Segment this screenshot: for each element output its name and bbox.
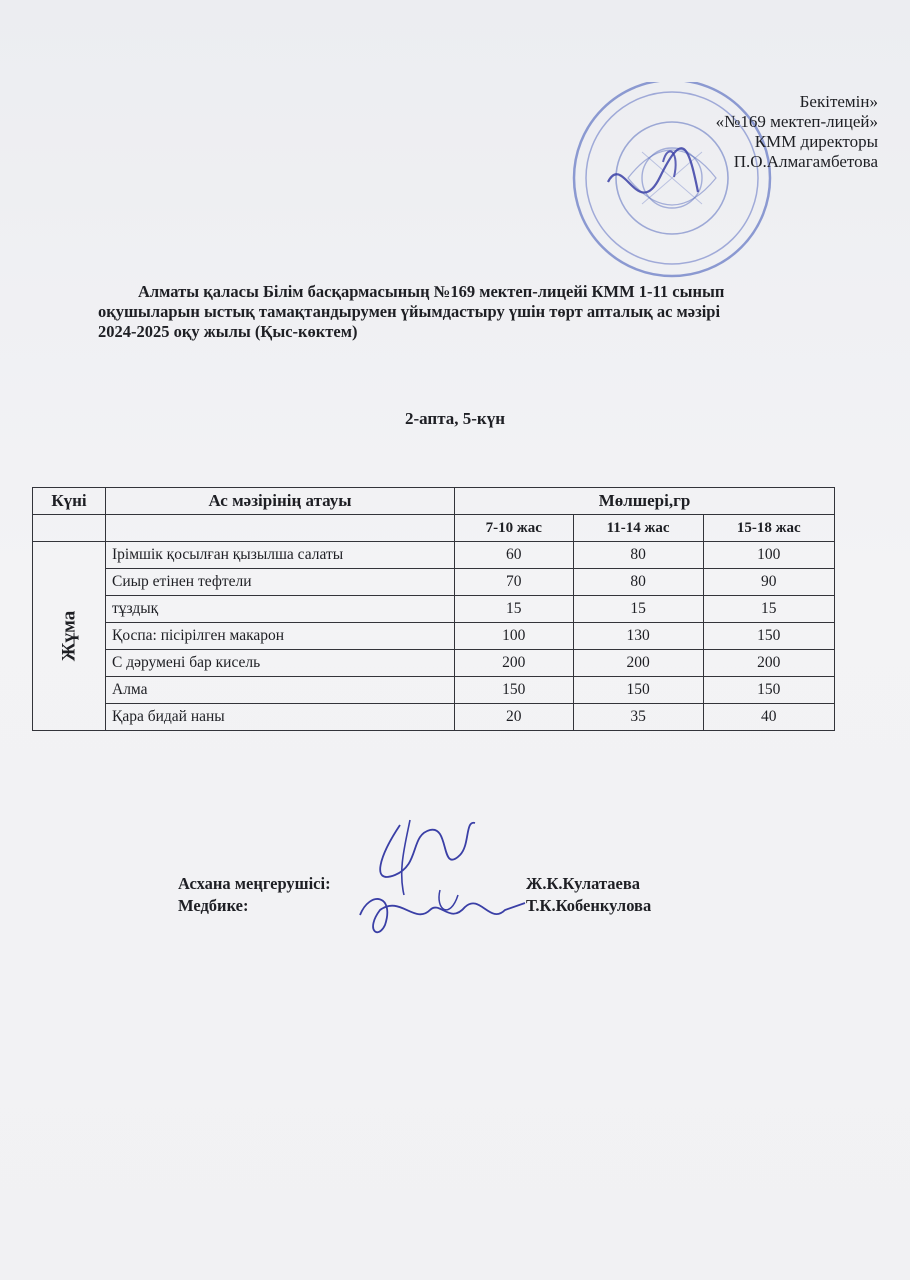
dish-name: Сиыр етінен тефтели <box>106 569 455 596</box>
table-row <box>33 704 835 731</box>
table-row <box>33 623 835 650</box>
amount-7-10: 100 <box>455 623 574 650</box>
amount-11-14: 80 <box>573 569 703 596</box>
approval-line-1: Бекітемін» <box>799 92 878 111</box>
dish-name: С дәрумені бар кисель <box>106 650 455 677</box>
document-heading <box>98 282 873 342</box>
amount-15-18: 40 <box>703 704 834 731</box>
amount-11-14: 130 <box>573 623 703 650</box>
age-group-row <box>33 515 835 542</box>
amount-7-10: 200 <box>455 650 574 677</box>
amount-15-18: 15 <box>703 596 834 623</box>
amount-7-10: 70 <box>455 569 574 596</box>
amount-7-10: 15 <box>455 596 574 623</box>
amount-15-18: 150 <box>703 623 834 650</box>
heading-line-1: Алматы қаласы Білім басқармасының №169 мектеп-лицейі КММ 1-11 сынып <box>138 282 725 301</box>
table-row <box>33 569 835 596</box>
amount-15-18: 100 <box>703 542 834 569</box>
header-day: Күні <box>33 488 106 515</box>
day-name: Жұма <box>57 610 79 662</box>
name-nurse: Т.К.Кобенкулова <box>526 896 652 915</box>
dish-name: Ірімшік қосылған қызылша салаты <box>106 542 455 569</box>
empty-header-cell <box>106 515 455 542</box>
dish-name: тұздық <box>106 596 455 623</box>
heading-line-2: оқушыларын ыстық тамақтандырумен үйымдастыру үшін төрт апталық ас мәзірі <box>98 302 721 321</box>
table-header-row <box>33 488 835 515</box>
week-day-label: 2-апта, 5-күн <box>404 409 506 428</box>
dish-name: Қара бидай наны <box>106 704 455 731</box>
amount-7-10: 20 <box>455 704 574 731</box>
approval-block <box>716 92 878 172</box>
signature-row-1 <box>178 873 698 895</box>
amount-11-14: 15 <box>573 596 703 623</box>
heading-line-3: 2024-2025 оқу жылы (Қыс-көктем) <box>98 322 358 341</box>
table-row <box>33 650 835 677</box>
menu-table <box>32 487 835 731</box>
approval-line-4: П.О.Алмагамбетова <box>733 152 878 171</box>
age-group-2: 11-14 жас <box>573 515 703 542</box>
day-cell <box>33 542 106 731</box>
table-row <box>33 677 835 704</box>
amount-7-10: 60 <box>455 542 574 569</box>
table-row <box>33 596 835 623</box>
dish-name: Қоспа: пісірілген макарон <box>106 623 455 650</box>
empty-header-cell <box>33 515 106 542</box>
approval-line-2: «№169 мектеп-лицей» <box>715 112 878 131</box>
amount-11-14: 80 <box>573 542 703 569</box>
role-kitchen-head: Асхана меңгерушісі: <box>178 874 331 893</box>
amount-11-14: 200 <box>573 650 703 677</box>
header-amount: Мөлшері,гр <box>455 488 835 515</box>
amount-15-18: 150 <box>703 677 834 704</box>
amount-11-14: 150 <box>573 677 703 704</box>
table-row <box>33 542 835 569</box>
amount-15-18: 200 <box>703 650 834 677</box>
age-group-3: 15-18 жас <box>703 515 834 542</box>
name-kitchen-head: Ж.К.Кулатаева <box>526 874 641 893</box>
amount-11-14: 35 <box>573 704 703 731</box>
approval-line-3: КММ директоры <box>754 132 878 151</box>
signature-block <box>178 873 698 917</box>
role-nurse: Медбике: <box>178 896 249 915</box>
signature-row-2 <box>178 895 698 917</box>
age-group-1: 7-10 жас <box>455 515 574 542</box>
amount-7-10: 150 <box>455 677 574 704</box>
amount-15-18: 90 <box>703 569 834 596</box>
dish-name: Алма <box>106 677 455 704</box>
header-dish: Ас мәзірінің атауы <box>106 488 455 515</box>
